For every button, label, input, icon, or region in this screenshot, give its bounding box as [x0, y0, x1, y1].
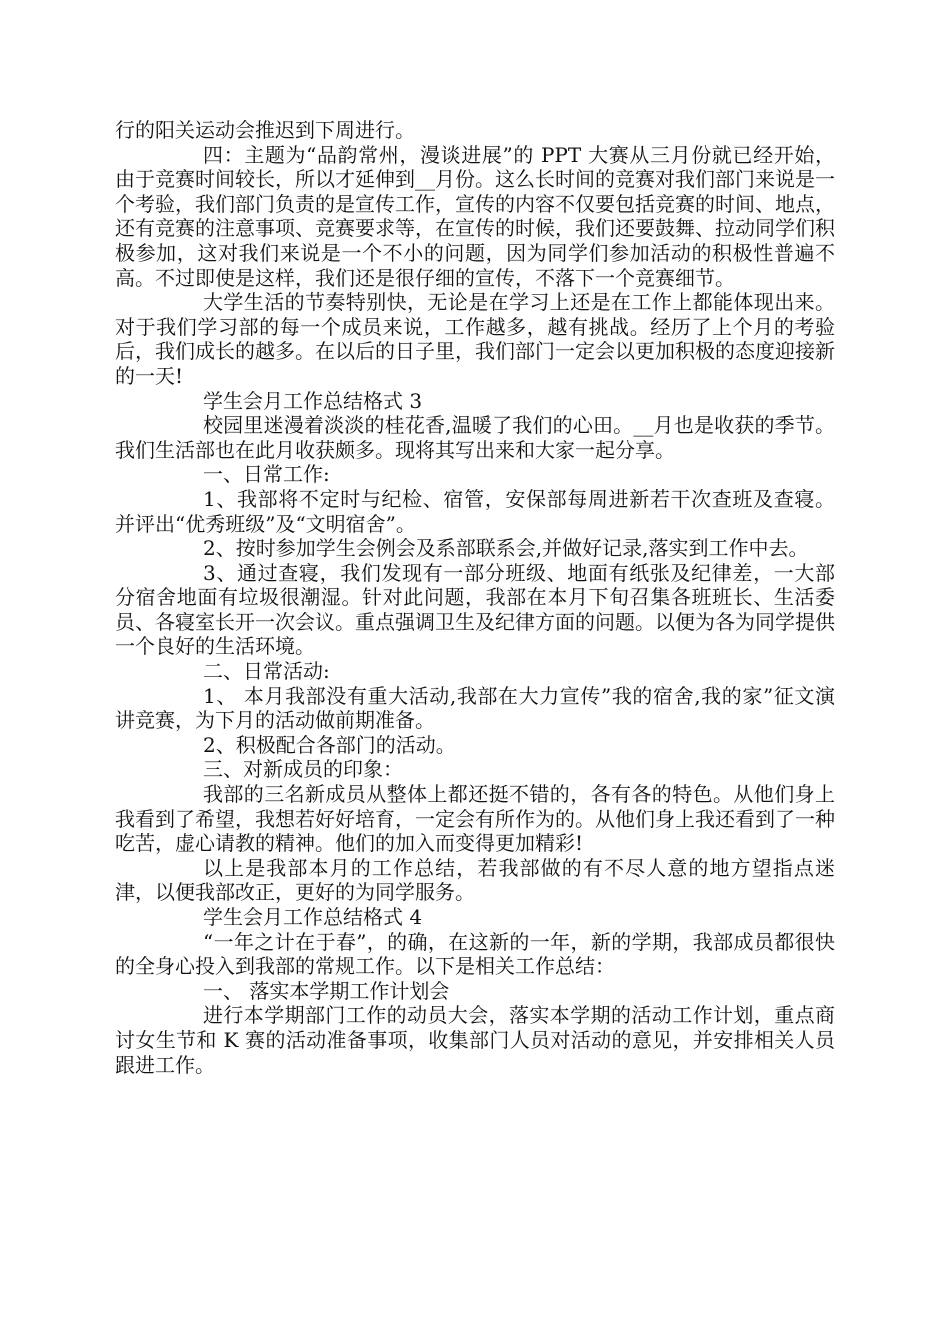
list-item-cooperation: 2、积极配合各部门的活动。: [203, 732, 456, 757]
paragraph-college-life: 大学生活的节奏特别快，无论是在学习上还是在工作上都能体现出来。对于我们学习部的每一个成员来说，工作越多，越有挑战。经历了上个月的考验后，我们成长的越多。在以后的日子里，我们部门一定会以更加积极的态度迎接新的一天!: [115, 290, 835, 388]
paragraph-ppt-contest: 四：主题为“品韵常州，漫谈进展”的 PPT 大赛从三月份就已经开始，由于竞赛时间较长，所以才延伸到__月份。这么长时间的竞赛对我们部门来说是一个考验，我们部门负责的是宣传工作，宣传的内容不仅要包括竞赛的时间、地点，还有竞赛的注意事项、竞赛要求等，在宣传的时候，我们还要鼓舞、拉动同学们积极参加，这对我们来说是一个不小的问题，因为同学们参加活动的积极性普遍不高。不过即使是这样，我们还是很仔细的宣传，不落下一个竞赛细节。: [115, 142, 835, 290]
subheading-daily-work: 一、日常工作:: [203, 462, 330, 487]
list-item-essay-contest: 1、 本月我部没有重大活动,我部在大力宣传”我的宿舍,我的家”征文演讲竞赛，为下月的活动做前期准备。: [115, 683, 835, 733]
section-heading-format-4: 学生会月工作总结格式 4: [203, 905, 423, 929]
subheading-daily-activities: 二、日常活动:: [203, 659, 330, 684]
section-heading-format-3: 学生会月工作总结格式 3: [203, 388, 423, 413]
paragraph-new-year: “一年之计在于春”，的确，在这新的一年，新的学期，我部成员都很快的全身心投入到我部的常规工作。以下是相关工作总结：: [115, 929, 835, 979]
paragraph-campus-intro: 校园里迷漫着淡淡的桂花香,温暖了我们的心田。__月也是收获的季节。我们生活部也在此月收获颇多。现将其写出来和大家一起分享。: [115, 413, 835, 462]
document-body: [115, 118, 835, 1077]
subheading-work-plan: 一、 落实本学期工作计划会: [203, 978, 450, 1003]
paragraph-new-members: 我部的三名新成员从整体上都还挺不错的，各有各的特色。从他们身上我看到了希望，我想若好好培育，一定会有所作为的。从他们身上我还看到了一种吃苦，虚心请教的精神。他们的加入而变得更加精彩!: [115, 782, 835, 856]
subheading-new-members: 三、对新成员的印象：: [203, 757, 403, 782]
list-item-inspection: 1、我部将不定时与纪检、宿管，安保部每周进新若干次查班及查寝。并评出“优秀班级”及“文明宿舍”。: [115, 486, 835, 536]
list-item-dorm-check: 3、通过查寝，我们发现有一部分班级、地面有纸张及纪律差，一大部分宿舍地面有垃圾很潮湿。针对此问题，我部在本月下旬召集各班班长、生活委员、各寝室长开一次会议。重点强调卫生及纪律方面的问题。以便为各为同学提供一个良好的生活环境。: [115, 560, 835, 659]
paragraph-work-plan: 进行本学期部门工作的动员大会，落实本学期的活动工作计划，重点商讨女生节和 K 赛的活动准备事项，收集部门人员对活动的意见，并安排相关人员跟进工作。: [115, 1003, 835, 1077]
list-item-meetings: 2、按时参加学生会例会及系部联系会,并做好记录,落实到工作中去。: [203, 536, 809, 561]
paragraph-summary: 以上是我部本月的工作总结，若我部做的有不尽人意的地方望指点迷津，以便我部改正，更好的为同学服务。: [115, 855, 835, 905]
paragraph-continuation: 行的阳关运动会推迟到下周进行。: [115, 118, 415, 142]
